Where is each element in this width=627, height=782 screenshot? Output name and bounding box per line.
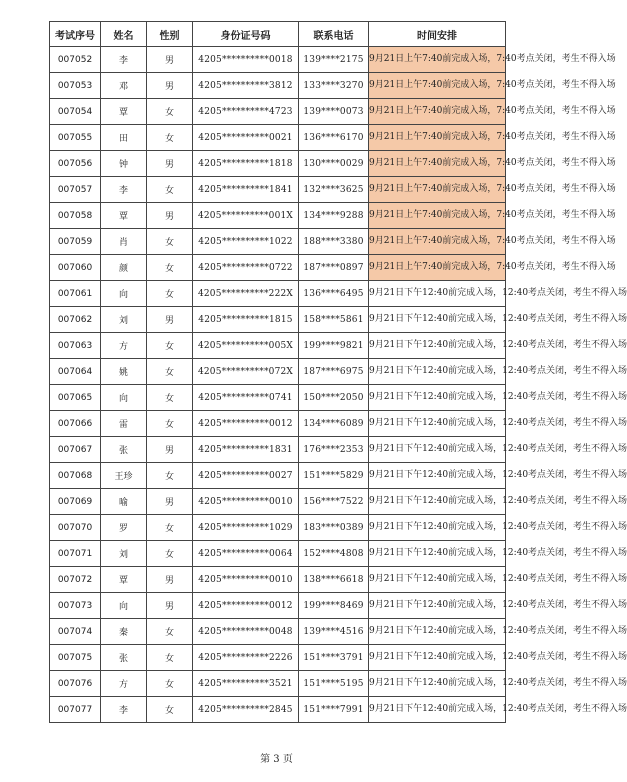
phone-cell: 151****7991 bbox=[299, 697, 369, 723]
name-cell bbox=[101, 541, 147, 567]
header-name: 姓名 bbox=[101, 22, 147, 47]
id-number-cell: 4205**********1818 bbox=[193, 151, 299, 177]
table-row bbox=[50, 177, 506, 203]
table-body bbox=[50, 47, 627, 723]
page-number: 第 3 页 bbox=[260, 754, 293, 765]
exam-number-cell: 007063 bbox=[50, 333, 101, 359]
table-row bbox=[50, 593, 506, 619]
table-row bbox=[50, 47, 506, 73]
gender-cell: 男 bbox=[147, 593, 193, 619]
name-text: 李 bbox=[118, 56, 128, 66]
schedule-cell: 9月21日下午12:40前完成入场，12:40考点关闭，考生不得入场 bbox=[369, 645, 506, 671]
gender-cell: 女 bbox=[147, 359, 193, 385]
name-text: 秦 bbox=[118, 628, 128, 638]
schedule-cell: 9月21日上午7:40前完成入场，7:40考点关闭，考生不得入场 bbox=[369, 229, 506, 255]
gender-cell: 男 bbox=[147, 489, 193, 515]
schedule-cell: 9月21日上午7:40前完成入场，7:40考点关闭，考生不得入场 bbox=[369, 47, 506, 73]
gender-cell: 男 bbox=[147, 151, 193, 177]
name-cell bbox=[101, 411, 147, 437]
name-text: 李 bbox=[118, 706, 128, 716]
name-text: 刘 bbox=[118, 316, 128, 326]
schedule-cell: 9月21日下午12:40前完成入场，12:40考点关闭，考生不得入场 bbox=[369, 593, 506, 619]
name-cell bbox=[101, 203, 147, 229]
id-number-cell: 4205**********072X bbox=[193, 359, 299, 385]
name-text: 喻 bbox=[118, 498, 128, 508]
table-row bbox=[50, 125, 506, 151]
name-cell bbox=[101, 229, 147, 255]
exam-number-cell: 007064 bbox=[50, 359, 101, 385]
name-cell bbox=[101, 125, 147, 151]
table-row bbox=[50, 411, 506, 437]
gender-cell: 女 bbox=[147, 333, 193, 359]
id-number-cell: 4205**********0048 bbox=[193, 619, 299, 645]
table-row bbox=[50, 541, 506, 567]
name-text: 王珍 bbox=[114, 472, 133, 482]
exam-number-cell: 007058 bbox=[50, 203, 101, 229]
name-cell bbox=[101, 645, 147, 671]
phone-cell: 152****4808 bbox=[299, 541, 369, 567]
exam-number-cell: 007055 bbox=[50, 125, 101, 151]
gender-cell: 女 bbox=[147, 411, 193, 437]
gender-cell: 女 bbox=[147, 541, 193, 567]
name-text: 方 bbox=[118, 680, 128, 690]
id-number-cell: 4205**********0064 bbox=[193, 541, 299, 567]
name-text: 颜 bbox=[118, 264, 128, 274]
gender-cell: 女 bbox=[147, 697, 193, 723]
exam-number-cell: 007052 bbox=[50, 47, 101, 73]
gender-cell: 女 bbox=[147, 177, 193, 203]
name-text: 张 bbox=[118, 446, 128, 456]
name-cell bbox=[101, 99, 147, 125]
schedule-cell: 9月21日下午12:40前完成入场，12:40考点关闭，考生不得入场 bbox=[369, 463, 506, 489]
name-text: 覃 bbox=[118, 108, 128, 118]
id-number-cell: 4205**********1831 bbox=[193, 437, 299, 463]
id-number-cell: 4205**********001X bbox=[193, 203, 299, 229]
phone-cell: 139****0073 bbox=[299, 99, 369, 125]
name-cell bbox=[101, 593, 147, 619]
schedule-cell: 9月21日下午12:40前完成入场，12:40考点关闭，考生不得入场 bbox=[369, 307, 506, 333]
schedule-cell: 9月21日下午12:40前完成入场，12:40考点关闭，考生不得入场 bbox=[369, 437, 506, 463]
id-number-cell: 4205**********0010 bbox=[193, 489, 299, 515]
gender-cell: 女 bbox=[147, 99, 193, 125]
header-id-number: 身份证号码 bbox=[193, 22, 299, 47]
schedule-cell: 9月21日下午12:40前完成入场，12:40考点关闭，考生不得入场 bbox=[369, 671, 506, 697]
exam-schedule-table bbox=[49, 21, 627, 723]
schedule-cell: 9月21日下午12:40前完成入场，12:40考点关闭，考生不得入场 bbox=[369, 541, 506, 567]
id-number-cell: 4205**********1815 bbox=[193, 307, 299, 333]
schedule-cell: 9月21日下午12:40前完成入场，12:40考点关闭，考生不得入场 bbox=[369, 385, 506, 411]
gender-cell: 女 bbox=[147, 125, 193, 151]
exam-number-cell: 007069 bbox=[50, 489, 101, 515]
schedule-cell: 9月21日上午7:40前完成入场，7:40考点关闭，考生不得入场 bbox=[369, 255, 506, 281]
id-number-cell: 4205**********0722 bbox=[193, 255, 299, 281]
header-phone: 联系电话 bbox=[299, 22, 369, 47]
table-row bbox=[50, 151, 506, 177]
name-text: 方 bbox=[118, 342, 128, 352]
name-text: 姚 bbox=[118, 368, 128, 378]
name-text: 向 bbox=[118, 394, 128, 404]
gender-cell: 女 bbox=[147, 281, 193, 307]
table-row bbox=[50, 385, 506, 411]
id-number-cell: 4205**********3812 bbox=[193, 73, 299, 99]
schedule-cell: 9月21日下午12:40前完成入场，12:40考点关闭，考生不得入场 bbox=[369, 489, 506, 515]
name-text: 向 bbox=[118, 290, 128, 300]
phone-cell: 136****6495 bbox=[299, 281, 369, 307]
phone-cell: 132****3625 bbox=[299, 177, 369, 203]
id-number-cell: 4205**********0012 bbox=[193, 411, 299, 437]
id-number-cell: 4205**********0012 bbox=[193, 593, 299, 619]
phone-cell: 156****7522 bbox=[299, 489, 369, 515]
exam-number-cell: 007068 bbox=[50, 463, 101, 489]
phone-cell: 130****0029 bbox=[299, 151, 369, 177]
phone-cell: 176****2353 bbox=[299, 437, 369, 463]
table-row bbox=[50, 619, 506, 645]
table-header-row bbox=[50, 22, 506, 47]
table-row bbox=[50, 437, 506, 463]
name-text: 刘 bbox=[118, 550, 128, 560]
exam-number-cell: 007054 bbox=[50, 99, 101, 125]
exam-number-cell: 007062 bbox=[50, 307, 101, 333]
exam-number-cell: 007075 bbox=[50, 645, 101, 671]
phone-cell: 151****3791 bbox=[299, 645, 369, 671]
gender-cell: 女 bbox=[147, 255, 193, 281]
schedule-cell: 9月21日上午7:40前完成入场，7:40考点关闭，考生不得入场 bbox=[369, 151, 506, 177]
schedule-cell: 9月21日上午7:40前完成入场，7:40考点关闭，考生不得入场 bbox=[369, 125, 506, 151]
table-row bbox=[50, 489, 506, 515]
gender-cell: 男 bbox=[147, 203, 193, 229]
name-text: 肖 bbox=[118, 238, 128, 248]
name-cell bbox=[101, 515, 147, 541]
schedule-cell: 9月21日下午12:40前完成入场，12:40考点关闭，考生不得入场 bbox=[369, 359, 506, 385]
exam-number-cell: 007056 bbox=[50, 151, 101, 177]
exam-number-cell: 007070 bbox=[50, 515, 101, 541]
schedule-cell: 9月21日下午12:40前完成入场，12:40考点关闭，考生不得入场 bbox=[369, 697, 506, 723]
phone-cell: 187****6975 bbox=[299, 359, 369, 385]
exam-number-cell: 007059 bbox=[50, 229, 101, 255]
schedule-cell: 9月21日上午7:40前完成入场，7:40考点关闭，考生不得入场 bbox=[369, 203, 506, 229]
name-cell bbox=[101, 333, 147, 359]
name-text: 雷 bbox=[118, 420, 128, 430]
name-text: 向 bbox=[118, 602, 128, 612]
name-cell bbox=[101, 385, 147, 411]
id-number-cell: 4205**********0027 bbox=[193, 463, 299, 489]
phone-cell: 151****5829 bbox=[299, 463, 369, 489]
phone-cell: 139****2175 bbox=[299, 47, 369, 73]
id-number-cell: 4205**********3521 bbox=[193, 671, 299, 697]
exam-number-cell: 007076 bbox=[50, 671, 101, 697]
phone-cell: 134****6089 bbox=[299, 411, 369, 437]
id-number-cell: 4205**********0010 bbox=[193, 567, 299, 593]
gender-cell: 女 bbox=[147, 229, 193, 255]
schedule-cell: 9月21日下午12:40前完成入场，12:40考点关闭，考生不得入场 bbox=[369, 567, 506, 593]
gender-cell: 男 bbox=[147, 47, 193, 73]
header-schedule: 时间安排 bbox=[369, 22, 506, 47]
phone-cell: 183****0389 bbox=[299, 515, 369, 541]
name-cell bbox=[101, 177, 147, 203]
schedule-cell: 9月21日上午7:40前完成入场，7:40考点关闭，考生不得入场 bbox=[369, 177, 506, 203]
name-cell bbox=[101, 437, 147, 463]
table-row bbox=[50, 255, 506, 281]
id-number-cell: 4205**********222X bbox=[193, 281, 299, 307]
exam-number-cell: 007071 bbox=[50, 541, 101, 567]
phone-cell: 134****9288 bbox=[299, 203, 369, 229]
table-row bbox=[50, 463, 506, 489]
header-exam-number: 考试序号 bbox=[50, 22, 101, 47]
table-row bbox=[50, 671, 506, 697]
gender-cell: 女 bbox=[147, 671, 193, 697]
name-cell bbox=[101, 359, 147, 385]
id-number-cell: 4205**********0021 bbox=[193, 125, 299, 151]
phone-cell: 151****5195 bbox=[299, 671, 369, 697]
schedule-cell: 9月21日上午7:40前完成入场，7:40考点关闭，考生不得入场 bbox=[369, 99, 506, 125]
gender-cell: 女 bbox=[147, 645, 193, 671]
gender-cell: 男 bbox=[147, 307, 193, 333]
name-text: 田 bbox=[118, 134, 128, 144]
schedule-cell: 9月21日下午12:40前完成入场，12:40考点关闭，考生不得入场 bbox=[369, 281, 506, 307]
name-cell bbox=[101, 697, 147, 723]
id-number-cell: 4205**********2845 bbox=[193, 697, 299, 723]
name-cell bbox=[101, 463, 147, 489]
exam-number-cell: 007077 bbox=[50, 697, 101, 723]
exam-number-cell: 007060 bbox=[50, 255, 101, 281]
gender-cell: 男 bbox=[147, 437, 193, 463]
name-cell bbox=[101, 489, 147, 515]
name-text: 钟 bbox=[118, 160, 128, 170]
phone-cell: 199****9821 bbox=[299, 333, 369, 359]
name-cell bbox=[101, 567, 147, 593]
id-number-cell: 4205**********0018 bbox=[193, 47, 299, 73]
table-row bbox=[50, 645, 506, 671]
phone-cell: 139****4516 bbox=[299, 619, 369, 645]
exam-number-cell: 007065 bbox=[50, 385, 101, 411]
exam-number-cell: 007074 bbox=[50, 619, 101, 645]
table-row bbox=[50, 515, 506, 541]
name-text: 邓 bbox=[118, 82, 128, 92]
exam-number-cell: 007061 bbox=[50, 281, 101, 307]
table-row bbox=[50, 99, 506, 125]
header-gender: 性别 bbox=[147, 22, 193, 47]
id-number-cell: 4205**********1029 bbox=[193, 515, 299, 541]
phone-cell: 136****6170 bbox=[299, 125, 369, 151]
name-text: 李 bbox=[118, 186, 128, 196]
gender-cell: 女 bbox=[147, 515, 193, 541]
name-cell bbox=[101, 255, 147, 281]
phone-cell: 199****8469 bbox=[299, 593, 369, 619]
exam-number-cell: 007057 bbox=[50, 177, 101, 203]
name-text: 罗 bbox=[118, 524, 128, 534]
gender-cell: 女 bbox=[147, 385, 193, 411]
table-row bbox=[50, 567, 506, 593]
phone-cell: 187****0897 bbox=[299, 255, 369, 281]
name-cell bbox=[101, 47, 147, 73]
gender-cell: 女 bbox=[147, 463, 193, 489]
table-row bbox=[50, 697, 506, 723]
gender-cell: 男 bbox=[147, 73, 193, 99]
schedule-cell: 9月21日下午12:40前完成入场，12:40考点关闭，考生不得入场 bbox=[369, 333, 506, 359]
schedule-cell: 9月21日上午7:40前完成入场，7:40考点关闭，考生不得入场 bbox=[369, 73, 506, 99]
id-number-cell: 4205**********005X bbox=[193, 333, 299, 359]
id-number-cell: 4205**********2226 bbox=[193, 645, 299, 671]
table-row bbox=[50, 73, 506, 99]
name-cell bbox=[101, 73, 147, 99]
id-number-cell: 4205**********1841 bbox=[193, 177, 299, 203]
schedule-cell: 9月21日下午12:40前完成入场，12:40考点关闭，考生不得入场 bbox=[369, 619, 506, 645]
table-row bbox=[50, 203, 506, 229]
phone-cell: 138****6618 bbox=[299, 567, 369, 593]
gender-cell: 男 bbox=[147, 567, 193, 593]
phone-cell: 188****3380 bbox=[299, 229, 369, 255]
table-row bbox=[50, 307, 506, 333]
phone-cell: 133****3270 bbox=[299, 73, 369, 99]
name-cell bbox=[101, 151, 147, 177]
exam-number-cell: 007066 bbox=[50, 411, 101, 437]
name-text: 覃 bbox=[118, 212, 128, 222]
schedule-cell: 9月21日下午12:40前完成入场，12:40考点关闭，考生不得入场 bbox=[369, 411, 506, 437]
name-cell bbox=[101, 307, 147, 333]
phone-cell: 158****5861 bbox=[299, 307, 369, 333]
id-number-cell: 4205**********4723 bbox=[193, 99, 299, 125]
name-text: 覃 bbox=[118, 576, 128, 586]
exam-number-cell: 007067 bbox=[50, 437, 101, 463]
exam-number-cell: 007053 bbox=[50, 73, 101, 99]
name-cell bbox=[101, 281, 147, 307]
name-cell bbox=[101, 619, 147, 645]
table-row bbox=[50, 333, 506, 359]
exam-number-cell: 007073 bbox=[50, 593, 101, 619]
schedule-cell: 9月21日下午12:40前完成入场，12:40考点关闭，考生不得入场 bbox=[369, 515, 506, 541]
exam-number-cell: 007072 bbox=[50, 567, 101, 593]
phone-cell: 150****2050 bbox=[299, 385, 369, 411]
name-text: 张 bbox=[118, 654, 128, 664]
id-number-cell: 4205**********0741 bbox=[193, 385, 299, 411]
table-row bbox=[50, 229, 506, 255]
table-row bbox=[50, 281, 506, 307]
gender-cell: 女 bbox=[147, 619, 193, 645]
table-row bbox=[50, 359, 506, 385]
id-number-cell: 4205**********1022 bbox=[193, 229, 299, 255]
name-cell bbox=[101, 671, 147, 697]
